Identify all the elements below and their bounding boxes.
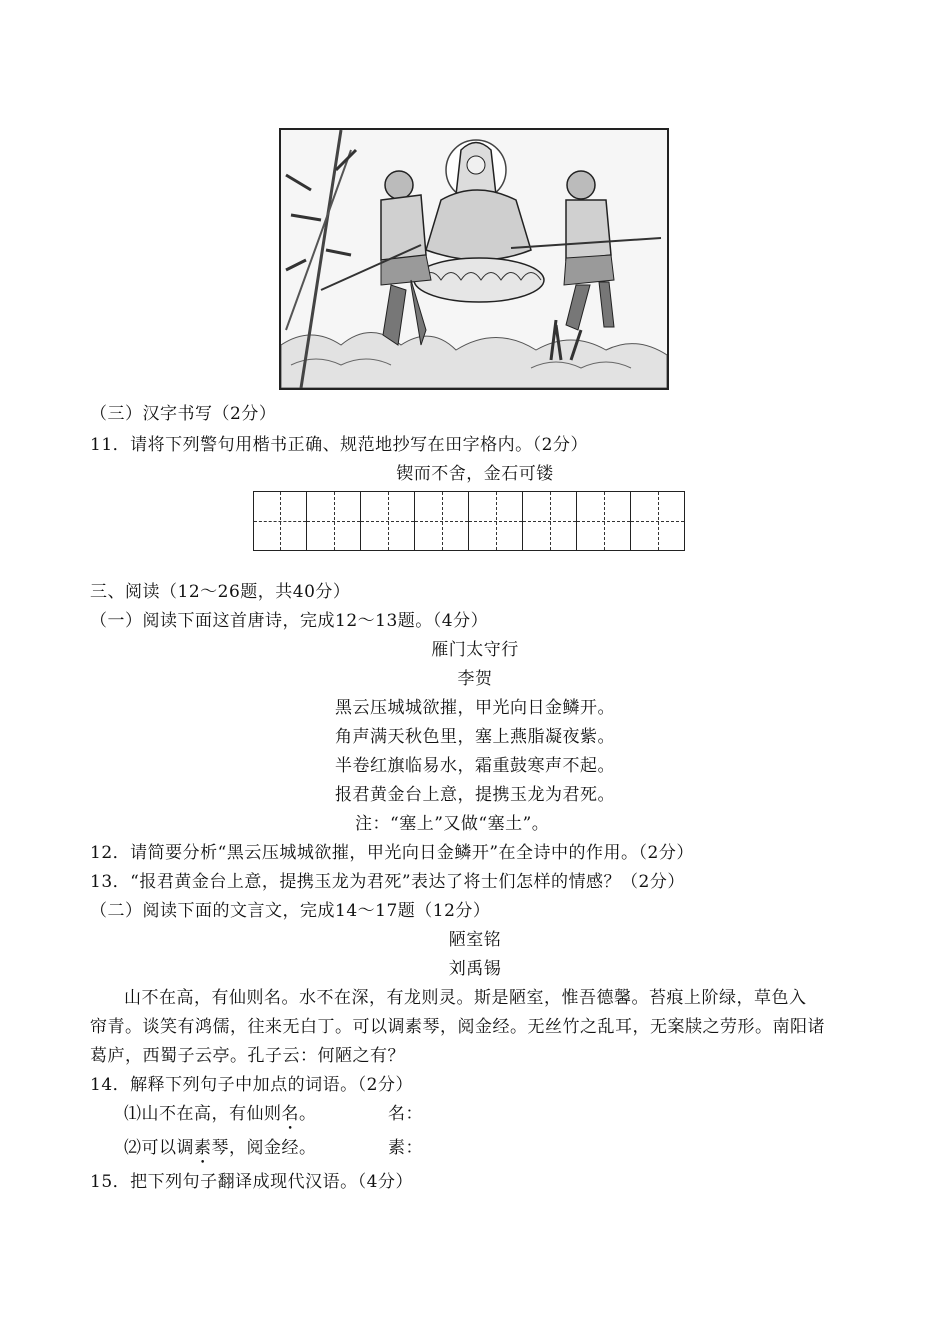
poem-section-intro: （一）阅读下面这首唐诗，完成12～13题。（4分） bbox=[90, 611, 489, 631]
poem-author: 李贺 bbox=[457, 669, 493, 689]
answer-label-su[interactable]: 素： bbox=[388, 1138, 423, 1158]
section-heading-writing: （三）汉字书写（2分） bbox=[90, 404, 277, 424]
dotted-word: 素 bbox=[194, 1138, 212, 1158]
illustration-drawing bbox=[281, 130, 667, 388]
question-12: 12．请简要分析“黑云压城城欲摧，甲光向日金鳞开”在全诗中的作用。（2分） bbox=[90, 843, 694, 863]
prose-paragraph-line: 帘青。谈笑有鸿儒，往来无白丁。可以调素琴，阅金经。无丝竹之乱耳，无案牍之劳形。南阳诸 bbox=[90, 1017, 825, 1037]
question-15: 15．把下列句子翻译成现代汉语。（4分） bbox=[90, 1172, 413, 1192]
item-text: 可以调 bbox=[141, 1138, 194, 1158]
poem-line: 角声满天秋色里，塞上燕脂凝夜紫。 bbox=[335, 727, 615, 747]
item-number: ⑴ bbox=[124, 1104, 142, 1124]
prose-paragraph-line: 山不在高，有仙则名。水不在深，有龙则灵。斯是陋室，惟吾德馨。苔痕上阶绿，草色入 bbox=[124, 988, 807, 1008]
motto-text: 锲而不舍，金石可镂 bbox=[396, 464, 554, 484]
grid-cell[interactable] bbox=[523, 491, 577, 551]
question-14-prompt: 14．解释下列句子中加点的词语。（2分） bbox=[90, 1075, 413, 1095]
poem-line: 黑云压城城欲摧，甲光向日金鳞开。 bbox=[335, 698, 615, 718]
item-text: 山不在高，有仙则 bbox=[141, 1104, 282, 1124]
grid-cell[interactable] bbox=[631, 491, 685, 551]
poem-line: 半卷红旗临易水，霜重鼓寒声不起。 bbox=[335, 756, 615, 776]
poem-note: 注：“塞上”又做“塞土”。 bbox=[355, 814, 550, 834]
grid-cell[interactable] bbox=[415, 491, 469, 551]
part-3-heading: 三、阅读（12～26题，共40分） bbox=[90, 582, 351, 602]
grid-cell[interactable] bbox=[469, 491, 523, 551]
illustration-image bbox=[279, 128, 669, 390]
poem-line: 报君黄金台上意，提携玉龙为君死。 bbox=[335, 785, 615, 805]
prose-author: 刘禹锡 bbox=[448, 959, 502, 979]
answer-label-ming[interactable]: 名： bbox=[388, 1104, 423, 1124]
item-number: ⑵ bbox=[124, 1138, 142, 1158]
question-14-item-1 bbox=[124, 1102, 317, 1134]
dotted-word: 名 bbox=[281, 1104, 299, 1124]
item-text: 琴，阅金经。 bbox=[211, 1138, 317, 1158]
question-13: 13．“报君黄金台上意，提携玉龙为君死”表达了将士们怎样的情感？（2分） bbox=[90, 872, 685, 892]
prose-paragraph-line: 葛庐，西蜀子云亭。孔子云：何陋之有？ bbox=[90, 1046, 405, 1066]
grid-cell[interactable] bbox=[577, 491, 631, 551]
tianzige-grid[interactable] bbox=[253, 491, 685, 551]
poem-title: 雁门太守行 bbox=[431, 640, 519, 660]
question-11-prompt: 11．请将下列警句用楷书正确、规范地抄写在田字格内。（2分） bbox=[90, 435, 588, 455]
grid-cell[interactable] bbox=[361, 491, 415, 551]
item-text: 。 bbox=[299, 1104, 317, 1124]
question-14-item-2 bbox=[124, 1136, 317, 1168]
prose-title: 陋室铭 bbox=[448, 930, 502, 950]
grid-cell[interactable] bbox=[253, 491, 307, 551]
prose-section-intro: （二）阅读下面的文言文，完成14～17题（12分） bbox=[90, 901, 491, 921]
grid-cell[interactable] bbox=[307, 491, 361, 551]
